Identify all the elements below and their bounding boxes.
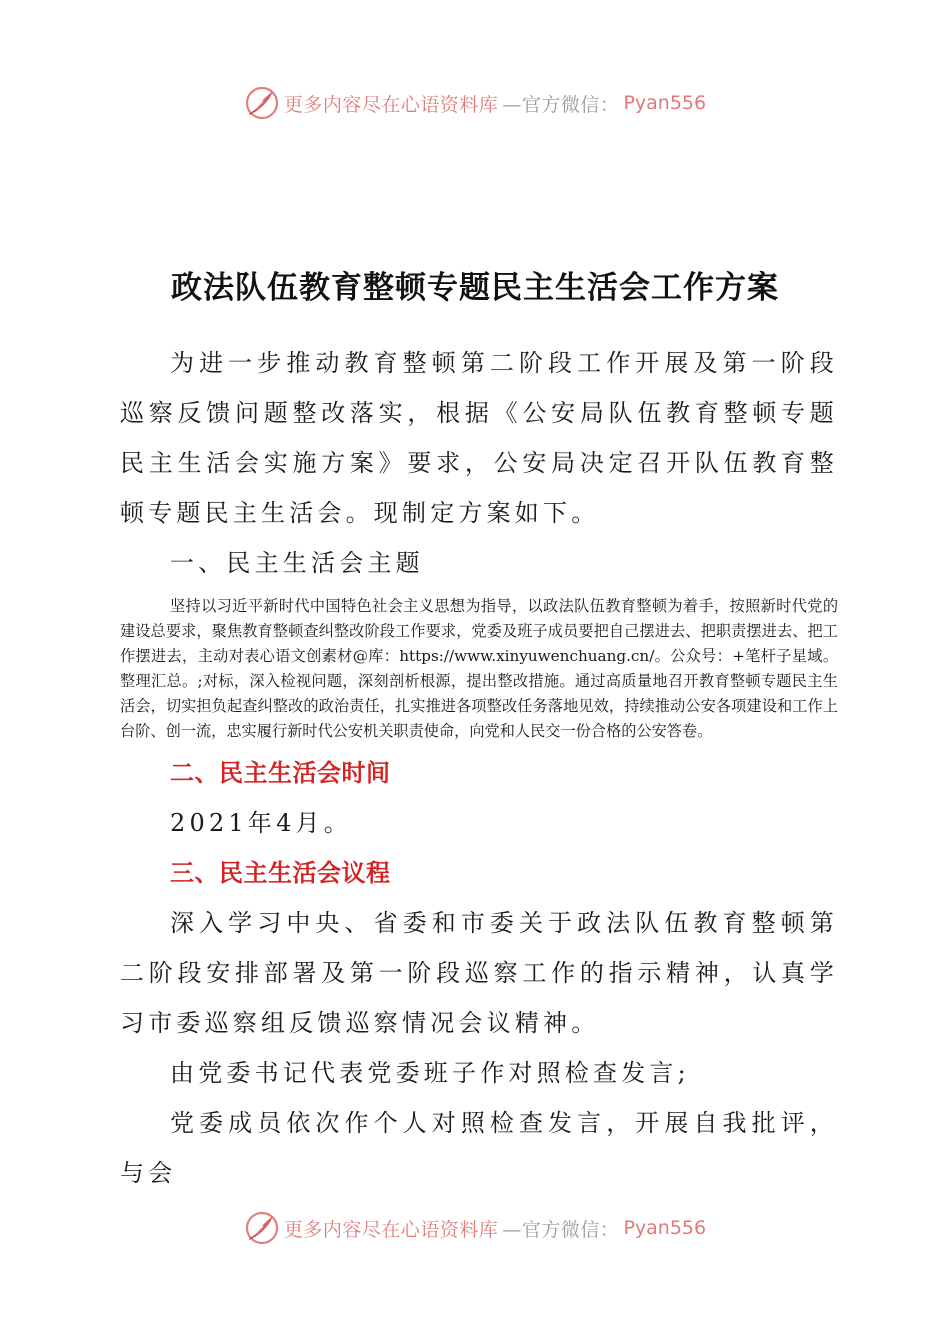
footer-brand-main: 更多内容尽在心语资料库 (283, 1218, 499, 1241)
section2-body: 2021年4月。 (170, 809, 352, 837)
section1-heading: 一、民主生活会主题 (170, 549, 424, 577)
section3-body1: 深入学习中央、省委和市委关于政法队伍教育整顿第二阶段安排部署及第一阶段巡察工作的指示精神，认真学习市委巡察组反馈巡察情况会议精神。 (120, 909, 838, 1037)
footer-brand-bar (0, 1208, 950, 1248)
intro-paragraph: 为进一步推动教育整顿第二阶段工作开展及第一阶段巡察反馈问题整改落实，根据《公安局队伍教育整顿专题民主生活会实施方案》要求，公安局决定召开队伍教育整顿专题民主生活会。现制定方案如下。 (120, 349, 838, 527)
header-brand-main: 更多内容尽在心语资料库 (283, 93, 499, 116)
section3-body2: 由党委书记代表党委班子作对照检查发言; (170, 1059, 690, 1087)
header-brand-handle: Pyan556 (623, 92, 707, 114)
quill-pen-logo-icon (244, 1210, 280, 1246)
footer-brand-handle: Pyan556 (623, 1217, 707, 1239)
document-title: 政法队伍教育整顿专题民主生活会工作方案 (171, 270, 779, 306)
header-brand-suffix: —官方微信： (502, 93, 620, 116)
section3-body3: 党委成员依次作个人对照检查发言，开展自我批评，与会 (120, 1109, 838, 1187)
document-body (120, 338, 838, 1198)
section3-heading: 三、民主生活会议程 (170, 859, 391, 887)
section2-heading: 二、民主生活会时间 (170, 759, 391, 787)
footer-brand-suffix: —官方微信： (502, 1218, 620, 1241)
section1-body: 坚持以习近平新时代中国特色社会主义思想为指导，以政法队伍教育整顿为着手，按照新时代党的建设总要求，聚焦教育整顿查纠整改阶段工作要求，党委及班子成员要把自己摆进去、把职责摆进去、把工作摆进去，主动对表心语文创素材@库：https://www.xinyuwenchuang.cn/。公众号：+笔杆子星域。整理汇总。;对标，深入检视问题，深刻剖析根源，提出整改措施。通过高质量地召开教育整顿专题民主生活会，切实担负起查纠整改的政治责任，扎实推进各项整改任务落地见效，持续推动公安各项建设和工作上台阶、创一流，忠实履行新时代公安机关职责使命，向党和人民交一份合格的公安答卷。 (120, 597, 838, 740)
header-brand-bar (0, 83, 950, 123)
quill-pen-logo-icon (244, 85, 280, 121)
